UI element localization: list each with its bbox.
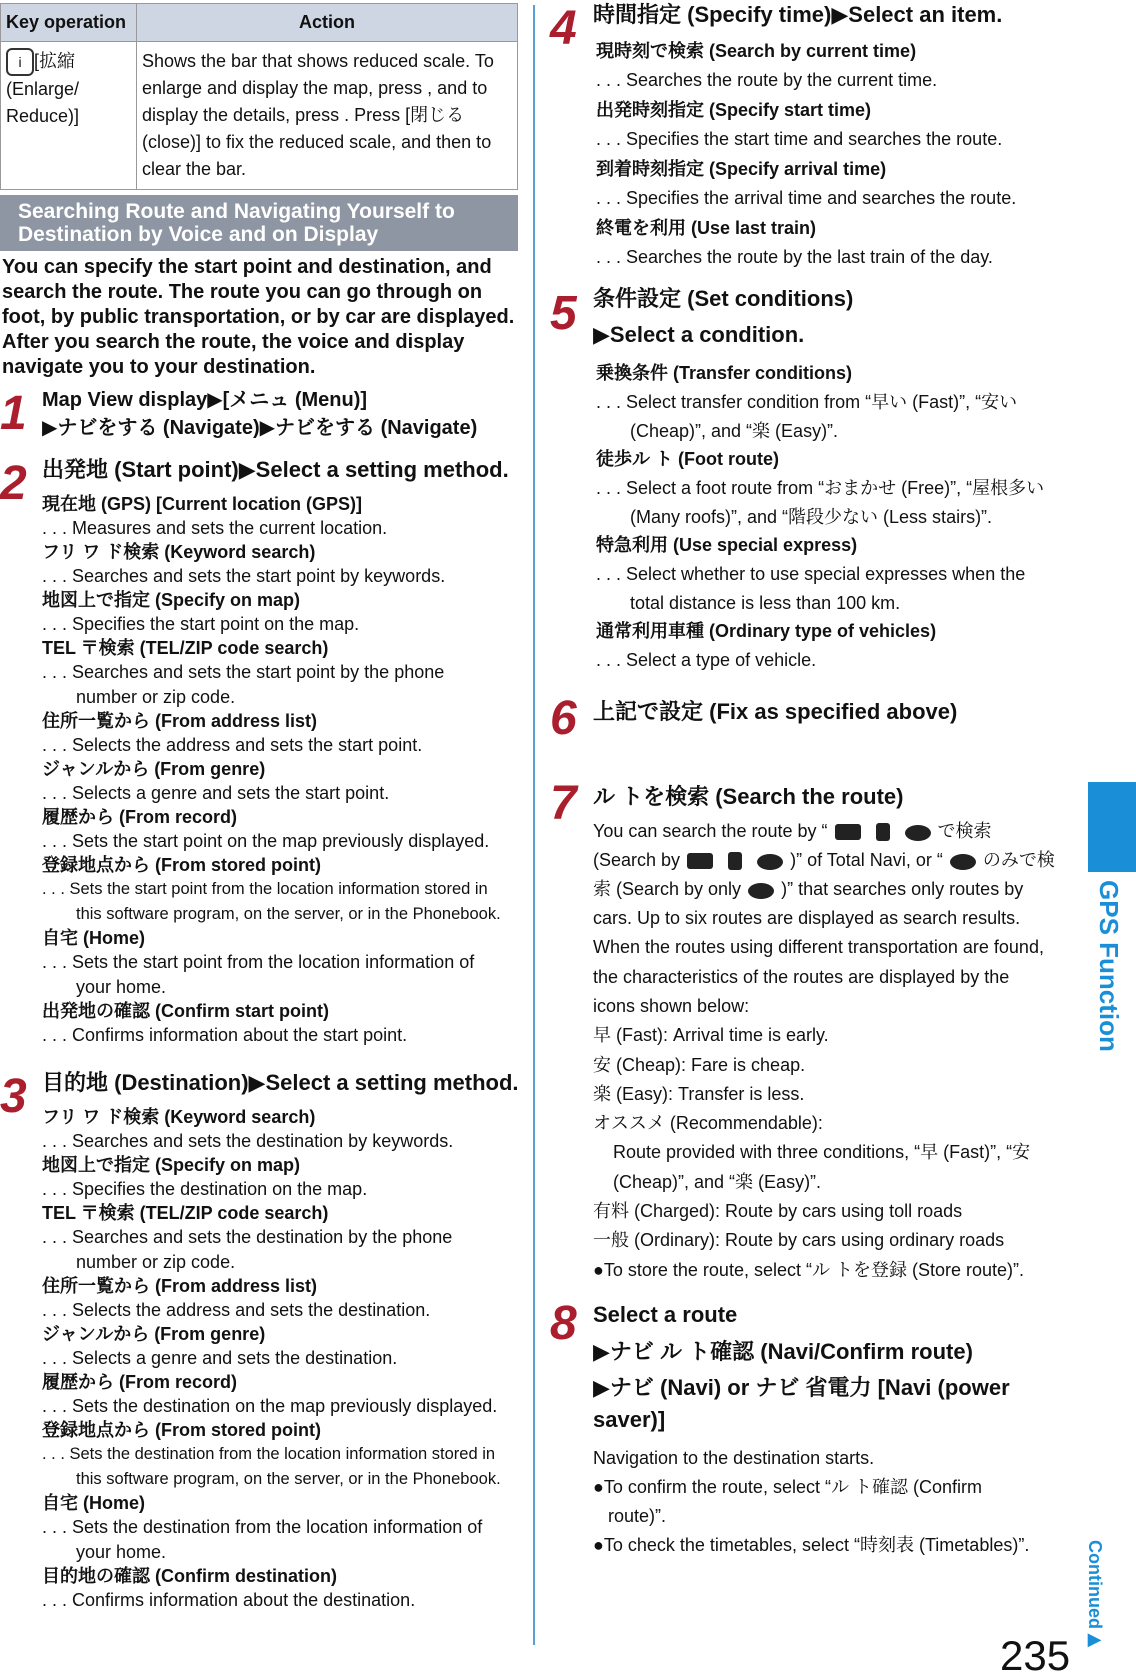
step7-text: icons shown below:	[593, 995, 750, 1016]
item-description: (Cheap)”, and “楽 (Easy)”.	[630, 421, 839, 441]
step6-title: 上記で設定 (Fix as specified above)	[593, 699, 958, 724]
step5-subtitle: ▶Select a condition.	[593, 322, 805, 347]
step7-text: で検索	[937, 821, 992, 841]
step8-text: route)”.	[608, 1506, 667, 1526]
step7-text: 早 (Fast): Arrival time is early.	[593, 1025, 829, 1046]
item-description: . . . Select a foot route from “おまかせ (Free)”, “屋根多い	[596, 478, 1045, 498]
step7-text: )” of Total Navi, or “	[790, 850, 943, 870]
item-description: . . . Confirms information about the start point.	[42, 1025, 408, 1045]
item-heading: 自宅 (Home)	[42, 1493, 145, 1513]
item-heading: 目的地の確認 (Confirm destination)	[42, 1566, 337, 1586]
step8-t1: Select a route	[593, 1302, 738, 1327]
item-heading: ジャンルから (From genre)	[42, 1324, 266, 1344]
item-heading: フリ ワ ド検索 (Keyword search)	[42, 542, 316, 562]
step5-title: 条件設定 (Set conditions)	[593, 286, 854, 311]
item-description: . . . Selects a genre and sets the start point.	[42, 783, 390, 803]
item-description: . . . Sets the destination from the location information stored in	[42, 1445, 496, 1463]
step7-text: cars. Up to six routes are displayed as search results.	[593, 908, 1021, 928]
car-icon	[755, 851, 785, 871]
page-number: 235	[1000, 1632, 1071, 1679]
item-description: total distance is less than 100 km.	[630, 593, 901, 613]
step7-text: オススメ (Recommendable):	[593, 1113, 823, 1134]
step7-line1	[593, 817, 1073, 846]
item-description: your home.	[76, 977, 167, 997]
step7-text: the characteristics of the routes are displayed by the	[593, 966, 1010, 987]
item-heading: 出発時刻指定 (Specify start time)	[596, 100, 872, 120]
car-icon	[903, 822, 933, 842]
step-number: 5	[550, 287, 577, 340]
sidebar-tab	[1088, 782, 1136, 872]
intro-text: You can specify the start point and destination, and search the route. The route you can go through on foot, by public transportation, or by car are displayed. After you search the route, the voice and display navigate you to your destination.	[2, 256, 515, 378]
row-key-label: [拡縮 (Enlarge/ Reduce)]	[6, 51, 80, 127]
walk-icon	[685, 851, 715, 871]
continued-label: Continued▶	[1085, 1540, 1105, 1650]
row-key	[1, 42, 137, 190]
step7-text: 索 (Search by only	[593, 879, 742, 899]
step1-line2: ▶ナビをする (Navigate)▶ナビをする (Navigate)	[42, 417, 478, 439]
item-description: . . . Confirms information about the destination.	[42, 1590, 416, 1610]
step8-text: ●To confirm the route, select “ル ト確認 (Confirm	[593, 1477, 982, 1497]
step7-line2	[593, 846, 1073, 875]
item-description: . . . Searches and sets the destination by keywords.	[42, 1131, 454, 1151]
step7-text: )” that searches only routes by	[781, 879, 1024, 899]
item-heading: 現時刻で検索 (Search by current time)	[596, 41, 917, 61]
item-heading: 徒歩ル ト (Foot route)	[596, 449, 779, 469]
step7-text: 一般 (Ordinary): Route by cars using ordinary roads	[593, 1230, 1005, 1251]
step7-text: のみで検	[982, 850, 1055, 870]
step7-text: ●To store the route, select “ル トを登録 (Store route)”.	[593, 1259, 1025, 1280]
item-heading: 住所一覧から (From address list)	[42, 711, 318, 731]
item-description: . . . Select a type of vehicle.	[596, 650, 817, 670]
header-action: Action	[137, 4, 518, 42]
item-description: . . . Specifies the destination on the map.	[42, 1179, 368, 1199]
step7-text: Route provided with three conditions, “早 (Fast)”, “安	[613, 1142, 1031, 1163]
item-description: . . . Searches and sets the start point by keywords.	[42, 566, 446, 586]
item-heading: ジャンルから (From genre)	[42, 759, 266, 779]
step7-line3	[593, 875, 1073, 904]
item-description: number or zip code.	[76, 1252, 236, 1272]
item-description: . . . Selects the address and sets the start point.	[42, 735, 423, 755]
item-heading: 地図上で指定 (Specify on map)	[42, 590, 301, 610]
item-description: this software program, on the server, or in the Phonebook.	[76, 905, 501, 923]
item-heading: TEL 〒検索 (TEL/ZIP code search)	[42, 1203, 329, 1223]
item-heading: 出発地の確認 (Confirm start point)	[42, 1001, 329, 1021]
item-heading: フリ ワ ド検索 (Keyword search)	[42, 1107, 316, 1127]
step8-t4: saver)]	[593, 1407, 666, 1432]
step1-line1: Map View display▶[メニュ (Menu)]	[42, 389, 368, 411]
step2-title: 出発地 (Start point)▶Select a setting method.	[42, 457, 509, 482]
item-description: . . . Searches and sets the destination by the phone	[42, 1227, 453, 1247]
item-description: this software program, on the server, or in the Phonebook.	[76, 1470, 501, 1488]
item-description: . . . Select whether to use special expresses when the	[596, 564, 1026, 584]
step-number: 3	[0, 1070, 27, 1123]
key-operation-table	[0, 3, 518, 190]
item-description: . . . Specifies the start point on the map.	[42, 614, 360, 634]
item-heading: 住所一覧から (From address list)	[42, 1276, 318, 1296]
walk-icon	[833, 822, 863, 842]
item-description: . . . Select transfer condition from “早い (Fast)”, “安い	[596, 392, 1018, 412]
car-icon	[746, 880, 776, 900]
item-description: . . . Specifies the start time and searches the route.	[596, 129, 1003, 149]
item-heading: 履歴から (From record)	[42, 807, 238, 827]
step-number: 8	[550, 1297, 577, 1350]
step-number: 4	[550, 2, 577, 55]
item-description: . . . Selects the address and sets the destination.	[42, 1300, 431, 1320]
item-heading: 特急利用 (Use special express)	[596, 535, 858, 555]
item-description: . . . Sets the start point on the map previously displayed.	[42, 831, 490, 851]
item-heading: 乗換条件 (Transfer conditions)	[596, 363, 853, 383]
item-description: . . . Sets the start point from the location information of	[42, 952, 475, 972]
car-icon	[948, 851, 978, 871]
item-description: your home.	[76, 1542, 167, 1562]
item-heading: 登録地点から (From stored point)	[42, 855, 321, 875]
step7-text: (Search by	[593, 850, 681, 870]
item-description: . . . Specifies the arrival time and searches the route.	[596, 188, 1017, 208]
item-description: . . . Sets the destination on the map previously displayed.	[42, 1396, 498, 1416]
item-description: (Many roofs)”, and “階段少ない (Less stairs)”.	[630, 507, 993, 527]
step7-text: When the routes using different transportation are found,	[593, 937, 1044, 958]
item-description: . . . Searches and sets the start point by the phone	[42, 662, 445, 682]
item-heading: 登録地点から (From stored point)	[42, 1420, 321, 1440]
step-number: 1	[0, 387, 27, 440]
item-description: . . . Searches the route by the current time.	[596, 70, 938, 90]
item-description: . . . Selects a genre and sets the destination.	[42, 1348, 398, 1368]
step8-t2: ▶ナビ ル ト確認 (Navi/Confirm route)	[593, 1339, 973, 1364]
header-key: Key operation	[1, 4, 137, 42]
step7-text: 有料 (Charged): Route by cars using toll roads	[593, 1201, 963, 1221]
item-heading: 地図上で指定 (Specify on map)	[42, 1155, 301, 1175]
item-description: number or zip code.	[76, 687, 236, 707]
train-icon	[720, 851, 750, 871]
step8-text: Navigation to the destination starts.	[593, 1448, 875, 1468]
item-heading: 現在地 (GPS) [Current location (GPS)]	[42, 494, 363, 514]
i-appli-key-icon: i	[6, 48, 34, 76]
row-action: Shows the bar that shows reduced scale. To enlarge and display the map, press , and to display the details, press . Press [閉じる (close)] to fix the reduced scale, and then to clear the bar.	[137, 42, 518, 190]
item-heading: 到着時刻指定 (Specify arrival time)	[596, 159, 887, 179]
step7-text: 楽 (Easy): Transfer is less.	[593, 1083, 805, 1104]
step8-t3: ▶ナビ (Navi) or ナビ 省電力 [Navi (power	[593, 1375, 1010, 1400]
step-number: 2	[0, 457, 27, 510]
section-title: Searching Route and Navigating Yourself to Destination by Voice and on Display	[0, 195, 518, 251]
item-heading: 自宅 (Home)	[42, 928, 145, 948]
step8-text: ●To check the timetables, select “時刻表 (Timetables)”.	[593, 1535, 1030, 1555]
step3-title: 目的地 (Destination)▶Select a setting method.	[42, 1070, 519, 1095]
sidebar-label: GPS Function	[1094, 880, 1124, 1052]
item-description: . . . Measures and sets the current location.	[42, 518, 388, 538]
item-description: . . . Sets the start point from the location information stored in	[42, 880, 488, 898]
item-heading: 履歴から (From record)	[42, 1372, 238, 1392]
item-heading: 通常利用車種 (Ordinary type of vehicles)	[596, 621, 937, 641]
column-divider	[533, 5, 535, 1645]
step-number: 6	[550, 692, 577, 745]
item-description: . . . Searches the route by the last train of the day.	[596, 247, 993, 267]
step7-text: 安 (Cheap): Fare is cheap.	[593, 1054, 806, 1075]
item-heading: TEL 〒検索 (TEL/ZIP code search)	[42, 638, 329, 658]
train-icon	[868, 822, 898, 842]
step7-title: ル トを検索 (Search the route)	[593, 784, 904, 809]
item-heading: 終電を利用 (Use last train)	[596, 218, 817, 238]
step7-text: (Cheap)”, and “楽 (Easy)”.	[613, 1171, 822, 1192]
step4-title: 時間指定 (Specify time)▶Select an item.	[593, 2, 1003, 27]
item-description: . . . Sets the destination from the location information of	[42, 1517, 483, 1537]
step-number: 7	[550, 777, 577, 830]
step7-text: You can search the route by “	[593, 821, 828, 841]
